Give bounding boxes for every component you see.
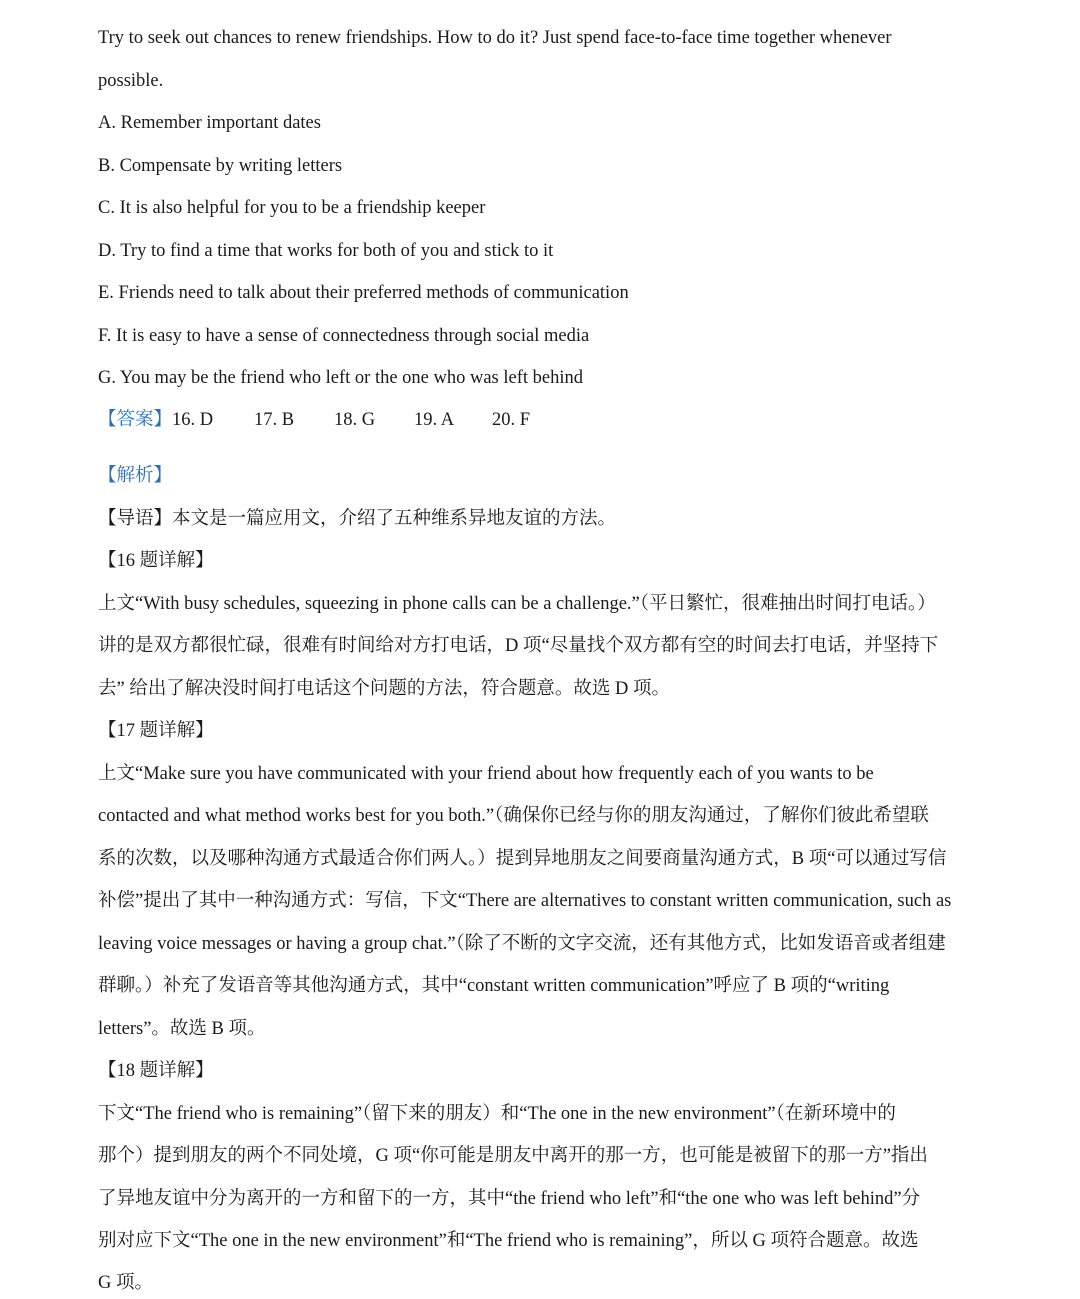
option-c: C. It is also helpful for you to be a friendship keeper — [98, 198, 486, 218]
answer-item: 16. D — [172, 410, 214, 430]
q17-line: 上文“Make sure you have communicated with your friend about how frequently each of you wants to be — [98, 764, 874, 784]
answer-item: 18. G — [334, 410, 376, 430]
q18-line: G 项。 — [98, 1273, 153, 1293]
answer-item: 20. F — [492, 410, 531, 430]
q16-line: 去” 给出了解决没时间打电话这个问题的方法，符合题意。故选 D 项。 — [98, 679, 670, 699]
q17-line: 群聊。）补充了发语音等其他沟通方式，其中“constant written communication”呼应了 B 项的“writing — [98, 976, 890, 996]
analysis-intro: 【导语】本文是一篇应用文，介绍了五种维系异地友谊的方法。 — [98, 509, 617, 529]
answer-line — [98, 407, 530, 433]
q18-line: 别对应下文“The one in the new environment”和“The friend who is remaining”，所以 G 项符合题意。故选 — [98, 1231, 919, 1251]
analysis-label: 【解析】 — [98, 466, 173, 486]
option-d: D. Try to find a time that works for both of you and stick to it — [98, 241, 554, 261]
q17-line: letters”。故选 B 项。 — [98, 1019, 266, 1039]
option-a: A. Remember important dates — [98, 113, 321, 133]
option-e: E. Friends need to talk about their preferred methods of communication — [98, 283, 629, 303]
option-b: B. Compensate by writing letters — [98, 156, 343, 176]
q16-line: 上文“With busy schedules, squeezing in phone calls can be a challenge.”（平日繁忙，很难抽出时间打电话。） — [98, 594, 936, 614]
q17-line: 补偿”提出了其中一种沟通方式：写信，下文“There are alternatives to constant written communication, such as — [98, 891, 952, 911]
passage-line: Try to seek out chances to renew friendships. How to do it? Just spend face-to-face time together whenever — [98, 28, 892, 48]
q16-line: 讲的是双方都很忙碌，很难有时间给对方打电话，D 项“尽量找个双方都有空的时间去打电话，并坚持下 — [98, 636, 939, 656]
q18-line: 下文“The friend who is remaining”（留下来的朋友）和“The one in the new environment”（在新环境中的 — [98, 1104, 896, 1124]
option-g: G. You may be the friend who left or the one who was left behind — [98, 368, 584, 388]
q16-title: 【16 题详解】 — [98, 551, 214, 571]
q18-line: 那个）提到朋友的两个不同处境，G 项“你可能是朋友中离开的那一方，也可能是被留下的那一方”指出 — [98, 1146, 928, 1166]
passage-line: possible. — [98, 71, 164, 91]
q18-title: 【18 题详解】 — [98, 1061, 214, 1081]
q17-line: leaving voice messages or having a group chat.”（除了不断的文字交流，还有其他方式，比如发语音或者组建 — [98, 934, 946, 954]
answer-label: 【答案】 — [98, 410, 173, 430]
option-f: F. It is easy to have a sense of connectedness through social media — [98, 326, 590, 346]
q18-line: 了异地友谊中分为离开的一方和留下的一方，其中“the friend who left”和“the one who was left behind”分 — [98, 1189, 921, 1209]
q17-line: contacted and what method works best for you both.”（确保你已经与你的朋友沟通过，了解你们彼此希望联 — [98, 806, 929, 826]
q17-line: 系的次数，以及哪种沟通方式最适合你们两人。）提到异地朋友之间要商量沟通方式，B 项“可以通过写信 — [98, 849, 947, 869]
q17-title: 【17 题详解】 — [98, 721, 214, 741]
answer-item: 17. B — [254, 410, 295, 430]
answer-item: 19. A — [414, 410, 455, 430]
